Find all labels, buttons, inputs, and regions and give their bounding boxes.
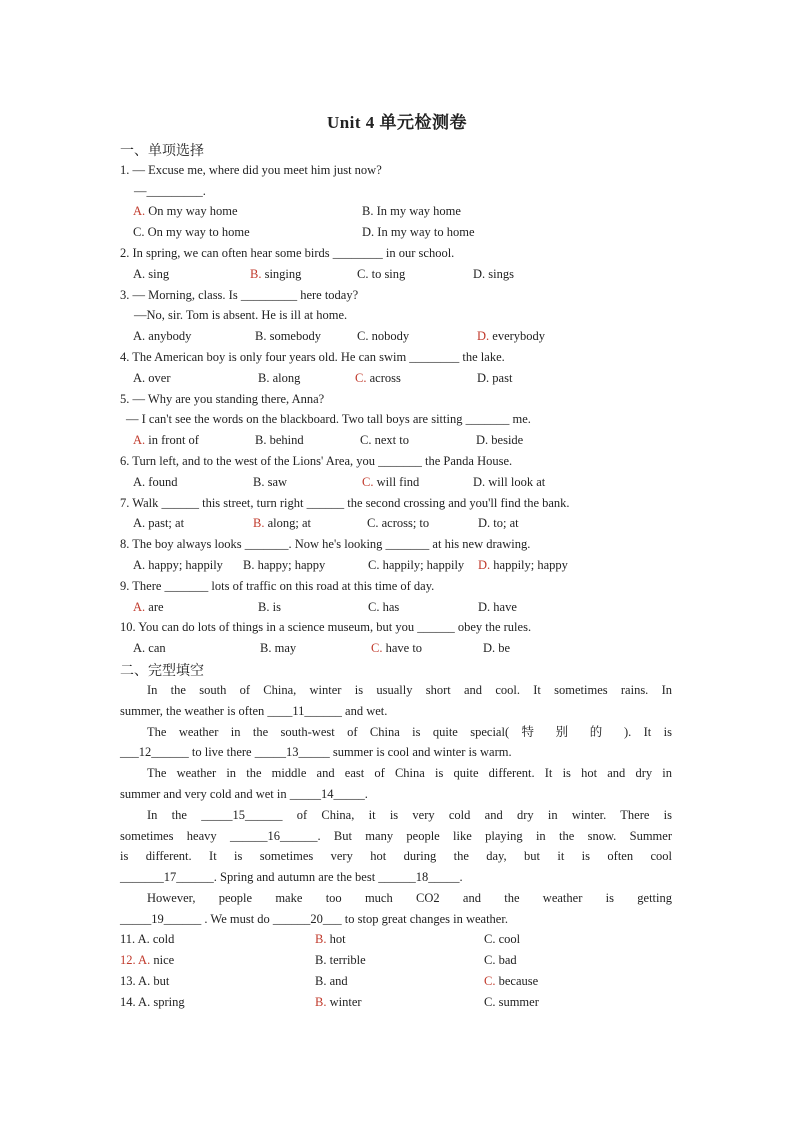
option-letter: A. <box>133 600 146 614</box>
option-text: bad <box>495 953 517 967</box>
option-c <box>133 225 250 240</box>
option-text: but <box>150 974 170 988</box>
option-a <box>133 600 164 615</box>
option-text: singing <box>261 267 302 281</box>
question-response: — I can't see the words on the blackboard. Two tall boys are sitting _______ me. <box>126 412 531 426</box>
option-letter: D. <box>362 225 375 239</box>
option-b <box>250 267 301 282</box>
option-text: In my way home <box>373 204 461 218</box>
option-text: anybody <box>145 329 192 343</box>
option-text: saw <box>264 475 288 489</box>
option-text: in front of <box>145 433 199 447</box>
option-letter: D. <box>477 329 490 343</box>
option-b <box>260 641 296 656</box>
passage-line: However, people make too much CO2 and the weather is getting <box>147 890 672 905</box>
option-c <box>484 932 520 947</box>
option-text: be <box>495 641 511 655</box>
option-text: has <box>379 600 400 614</box>
option-c <box>357 267 405 282</box>
option-a <box>133 329 191 344</box>
question-response: —_________. <box>134 184 206 198</box>
option-c <box>368 600 399 615</box>
option-text: behind <box>266 433 304 447</box>
option-b <box>253 475 287 490</box>
option-a <box>120 953 174 968</box>
option-text: On my way home <box>145 204 238 218</box>
option-text: will find <box>373 475 420 489</box>
option-d <box>477 371 512 386</box>
option-c <box>357 329 409 344</box>
option-text: winter <box>326 995 362 1009</box>
option-text: In my way to home <box>374 225 475 239</box>
question-stem: 4. The American boy is only four years old. He can swim ________ the lake. <box>120 350 505 364</box>
option-letter: B. <box>243 558 255 572</box>
option-letter: D. <box>478 600 491 614</box>
cloze-number: 11. A. <box>120 932 150 946</box>
option-letter: D. <box>483 641 496 655</box>
option-text: spring <box>150 995 185 1009</box>
option-letter: C. <box>360 433 372 447</box>
option-letter: B. <box>253 516 265 530</box>
option-letter: D. <box>473 267 486 281</box>
option-letter: B. <box>315 995 327 1009</box>
page-title: Unit 4 单元检测卷 <box>326 113 468 132</box>
option-c <box>367 516 429 531</box>
option-d <box>483 641 510 656</box>
passage-line: _______17______. Spring and autumn are the best ______18_____. <box>120 870 463 885</box>
option-text: because <box>495 974 539 988</box>
option-letter: C. <box>484 953 496 967</box>
option-b <box>315 995 362 1010</box>
option-text: On my way to home <box>144 225 250 239</box>
option-letter: B. <box>255 329 267 343</box>
option-b <box>243 558 325 573</box>
option-text: hot <box>326 932 346 946</box>
option-letter: A. <box>133 371 146 385</box>
option-letter: D. <box>478 516 491 530</box>
option-a <box>133 475 177 490</box>
option-b <box>253 516 311 531</box>
option-letter: D. <box>477 371 490 385</box>
option-b <box>255 329 321 344</box>
option-letter: A. <box>133 475 146 489</box>
option-text: everybody <box>489 329 546 343</box>
option-letter: C. <box>484 932 496 946</box>
option-a <box>133 641 166 656</box>
option-letter: C. <box>371 641 383 655</box>
option-b <box>255 433 304 448</box>
option-letter: D. <box>473 475 486 489</box>
question-stem: 6. Turn left, and to the west of the Lions' Area, you _______ the Panda House. <box>120 454 513 468</box>
option-letter: A. <box>133 204 146 218</box>
option-text: happily; happy <box>490 558 568 572</box>
option-letter: B. <box>250 267 262 281</box>
cloze-number: 13. A. <box>120 974 151 988</box>
option-letter: D. <box>476 433 489 447</box>
option-letter: C. <box>368 558 380 572</box>
section-multiple-choice-heading: 一、单项选择 <box>120 143 204 159</box>
question-stem: 2. In spring, we can often hear some birds ________ in our school. <box>120 246 455 260</box>
option-c <box>368 558 464 573</box>
section-cloze-heading: 二、完型填空 <box>120 663 204 679</box>
option-d <box>478 558 568 573</box>
option-letter: C. <box>484 974 496 988</box>
question-response: —No, sir. Tom is absent. He is ill at home. <box>134 308 348 322</box>
question-stem: 1. — Excuse me, where did you meet him just now? <box>120 163 382 177</box>
option-letter: C. <box>355 371 367 385</box>
passage-line: summer and very cold and wet in _____14_____. <box>120 786 368 801</box>
option-letter: B. <box>258 371 270 385</box>
option-text: to; at <box>490 516 519 530</box>
option-a <box>120 932 174 947</box>
option-b <box>362 204 461 219</box>
option-b <box>258 600 281 615</box>
option-c <box>360 433 409 448</box>
option-letter: A. <box>133 433 146 447</box>
question-stem: 3. — Morning, class. Is _________ here today? <box>120 288 359 302</box>
option-text: across <box>366 371 401 385</box>
option-text: have <box>490 600 517 614</box>
option-text: to sing <box>368 267 406 281</box>
option-text: past <box>489 371 513 385</box>
option-c <box>371 641 422 656</box>
option-a <box>133 204 238 219</box>
option-d <box>473 475 545 490</box>
option-a <box>133 371 171 386</box>
passage-line: In the _____15______ of China, it is very cold and dry in winter. There is <box>147 807 672 822</box>
option-d <box>478 600 517 615</box>
option-text: sings <box>485 267 514 281</box>
option-letter: B. <box>315 953 327 967</box>
option-c <box>484 974 538 989</box>
option-text: nice <box>150 953 175 967</box>
option-b <box>315 974 348 989</box>
question-stem: 9. There _______ lots of traffic on this road at this time of day. <box>120 579 435 593</box>
option-text: is <box>269 600 281 614</box>
option-letter: B. <box>315 932 327 946</box>
option-letter: C. <box>362 475 374 489</box>
option-text: across; to <box>378 516 430 530</box>
option-letter: D. <box>478 558 491 572</box>
option-letter: A. <box>133 558 146 572</box>
option-d <box>477 329 545 344</box>
option-d <box>362 225 475 240</box>
option-b <box>258 371 300 386</box>
option-d <box>476 433 523 448</box>
option-text: are <box>145 600 164 614</box>
option-text: along <box>269 371 301 385</box>
passage-line: ___12______ to live there _____13_____ summer is cool and winter is warm. <box>120 745 512 760</box>
option-b <box>315 953 366 968</box>
option-d <box>478 516 519 531</box>
option-text: beside <box>488 433 524 447</box>
option-a <box>133 267 169 282</box>
option-text: happy; happily <box>145 558 223 572</box>
passage-line: sometimes heavy ______16______. But many people like playing in the snow. Summer <box>120 828 672 843</box>
option-text: can <box>145 641 166 655</box>
cloze-number: 14. A. <box>120 995 151 1009</box>
option-letter: C. <box>133 225 145 239</box>
option-a <box>133 433 199 448</box>
passage-line: summer, the weather is often ____11______ and wet. <box>120 703 388 718</box>
option-text: sing <box>145 267 170 281</box>
option-letter: B. <box>255 433 267 447</box>
option-letter: B. <box>362 204 374 218</box>
option-c <box>484 995 539 1010</box>
question-stem: 5. — Why are you standing there, Anna? <box>120 392 325 406</box>
option-text: found <box>145 475 178 489</box>
option-letter: B. <box>258 600 270 614</box>
option-letter: C. <box>357 267 369 281</box>
option-a <box>133 516 184 531</box>
option-a <box>133 558 223 573</box>
option-text: happily; happily <box>379 558 465 572</box>
option-letter: C. <box>368 600 380 614</box>
option-letter: A. <box>133 516 146 530</box>
option-letter: A. <box>133 329 146 343</box>
option-letter: B. <box>253 475 265 489</box>
option-letter: A. <box>133 641 146 655</box>
passage-line: The weather in the middle and east of China is quite different. It is hot and dry in <box>147 766 672 781</box>
option-b <box>315 932 346 947</box>
option-text: cold <box>149 932 175 946</box>
option-letter: C. <box>484 995 496 1009</box>
passage-line: _____19______ . We must do ______20___ to stop great changes in weather. <box>120 911 508 926</box>
option-letter: A. <box>133 267 146 281</box>
option-letter: B. <box>260 641 272 655</box>
option-letter: C. <box>357 329 369 343</box>
option-c <box>355 371 401 386</box>
passage-line: The weather in the south-west of China is quite special( 特 别 的 ). It is <box>147 724 672 739</box>
option-letter: B. <box>315 974 327 988</box>
option-text: and <box>326 974 348 988</box>
passage-line: In the south of China, winter is usually short and cool. It sometimes rains. In <box>147 683 672 697</box>
option-letter: C. <box>367 516 379 530</box>
passage-text <box>120 680 672 930</box>
passage-line: is different. It is sometimes very hot during the day, but it is often cool <box>120 849 672 864</box>
option-text: past; at <box>145 516 185 530</box>
option-text: happy; happy <box>254 558 326 572</box>
option-text: summer <box>495 995 539 1009</box>
option-text: cool <box>495 932 521 946</box>
option-c <box>484 953 517 968</box>
question-stem: 8. The boy always looks _______. Now he's looking _______ at his new drawing. <box>120 537 531 551</box>
option-a <box>120 995 185 1010</box>
option-text: terrible <box>326 953 366 967</box>
option-text: have to <box>382 641 423 655</box>
option-a <box>120 974 169 989</box>
option-text: along; at <box>264 516 311 530</box>
option-text: next to <box>371 433 409 447</box>
option-text: over <box>145 371 171 385</box>
option-d <box>473 267 514 282</box>
option-c <box>362 475 419 490</box>
option-text: somebody <box>266 329 321 343</box>
question-stem: 7. Walk ______ this street, turn right ______ the second crossing and you'll find the bank. <box>120 496 570 510</box>
question-stem: 10. You can do lots of things in a science museum, but you ______ obey the rules. <box>120 620 532 634</box>
option-text: may <box>271 641 297 655</box>
cloze-number: 12. A. <box>120 953 151 967</box>
option-text: nobody <box>368 329 410 343</box>
option-text: will look at <box>485 475 546 489</box>
